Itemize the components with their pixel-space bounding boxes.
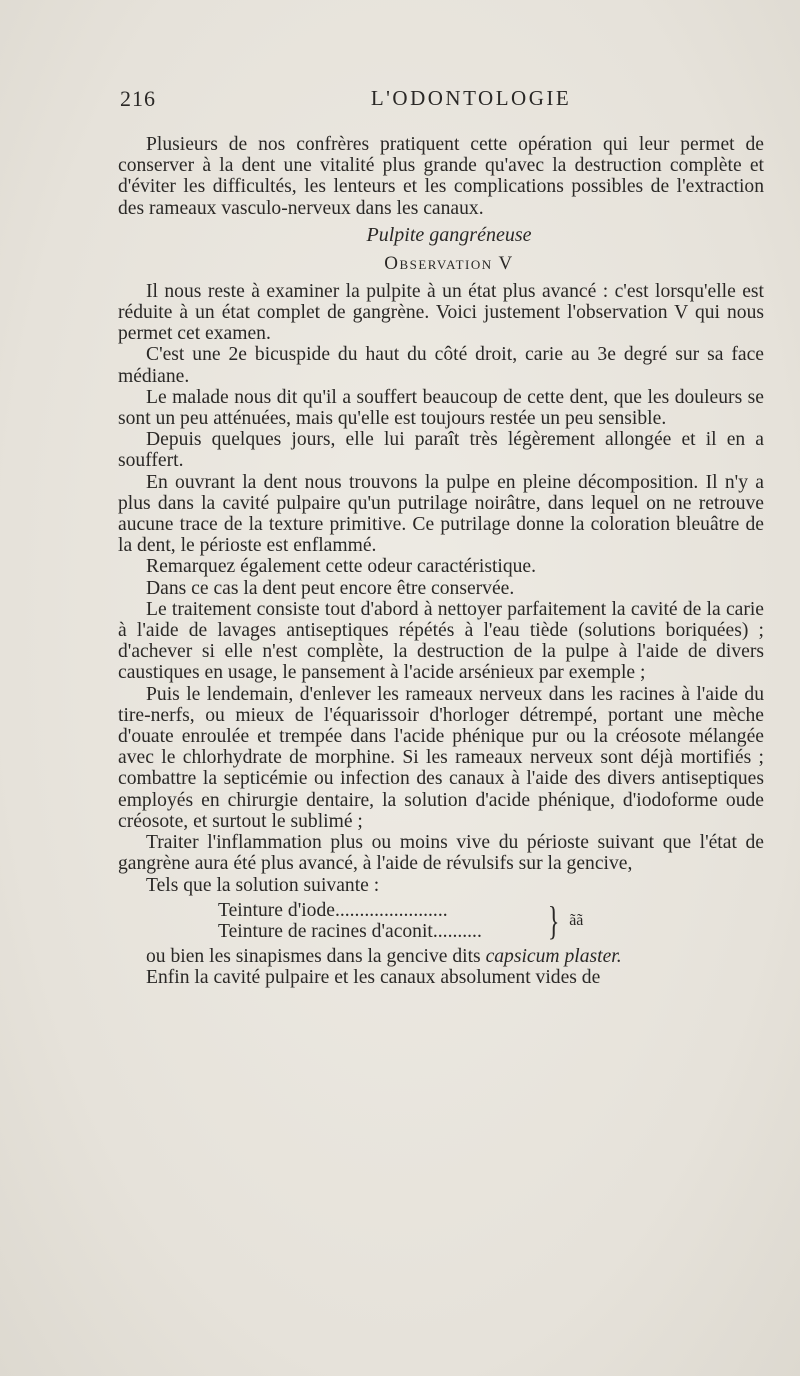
formula-line-aconit: Teinture de racines d'aconit..........	[218, 920, 482, 942]
formula-line-iode: Teinture d'iode.......................	[218, 899, 448, 921]
formula-lines	[218, 900, 536, 942]
page-number: 216	[120, 86, 156, 111]
formula-quantity: ãã	[569, 911, 584, 929]
paragraph: Le traitement consiste tout d'abord à nettoyer parfaitement la cavité de la carie à l'aide de lavages antiseptiques répétés à l'eau tiède (solutions boriquées) ; d'achever si elle n'est complète, la destruction de la pulpe à l'aide de divers caustiques en usage, le pansement à l'acide arsénieux par exemple ;	[118, 598, 764, 684]
brace-icon: }	[547, 897, 560, 943]
closing-line-text: ou bien les sinapismes dans la gencive dits	[146, 945, 486, 967]
last-paragraph: Enfin la cavité pulpaire et les canaux absolument vides de	[146, 966, 601, 988]
formula-block	[218, 897, 764, 943]
paragraph: Traiter l'inflammation plus ou moins vive du périoste suivant que l'état de gangrène aura été plus avancé, à l'aide de révulsifs sur la gencive,	[118, 832, 764, 875]
intro-paragraph: Plusieurs de nos confrères pratiquent cette opération qui leur permet de conserver à la dent une vitalité plus grande qu'avec la destruction complète et d'éviter les difficultés, les lenteurs et les complications possibles de l'extraction des rameaux vasculo-nerveux dans les canaux.	[118, 134, 764, 219]
capsicum-plaster-term: capsicum plaster.	[485, 945, 622, 967]
paragraph: Depuis quelques jours, elle lui paraît très légèrement allongée et il en a souffert.	[118, 429, 764, 472]
observation-title: Observation V	[384, 252, 514, 274]
paragraph: Il nous reste à examiner la pulpite à un état plus avancé : c'est lorsqu'elle est réduite à un état complet de gangrène. Voici justement l'observation V qui nous permet cet examen.	[118, 280, 764, 345]
section-title: Pulpite gangréneuse	[366, 223, 532, 246]
paragraph: Puis le lendemain, d'enlever les rameaux nerveux dans les racines à l'aide du tire-nerfs, ou mieux de l'équarissoir d'horloger détrempé, portant une mèche d'ouate enroulée et trempée dans l'acide phénique pur ou la créosote mélangée avec le chlorhydrate de morphine. Si les rameaux nerveux sont déjà mortifiés ; combattre la septicémie ou infection des canaux à l'aide des divers antiseptiques employés en chirurgie dentaire, la solution d'acide phénique, d'iodoforme oude créosote, et surtout le sublimé ;	[118, 683, 764, 832]
paragraph: En ouvrant la dent nous trouvons la pulpe en pleine décomposition. Il n'y a plus dans la cavité pulpaire qu'un putrilage noirâtre, dans lequel on ne retrouve aucune trace de la texture primitive. Ce putrilage donne la coloration bleuâtre de la dent, le périoste est enflammé.	[118, 471, 764, 557]
paragraph: C'est une 2e bicuspide du haut du côté droit, carie au 3e degré sur sa face médiane.	[118, 344, 764, 387]
paragraph: Remarquez également cette odeur caractéristique.	[146, 556, 537, 578]
paragraph: Le malade nous dit qu'il a souffert beaucoup de cette dent, que les douleurs se sont un peu atténuées, mais qu'elle est toujours restée un peu sensible.	[118, 386, 764, 430]
running-title: L'ODONTOLOGIE	[370, 86, 572, 110]
paragraph: Dans ce cas la dent peut encore être conservée.	[146, 577, 515, 599]
page-header	[118, 86, 764, 120]
closing-line	[118, 946, 764, 967]
paragraph: Tels que la solution suivante :	[146, 874, 380, 896]
